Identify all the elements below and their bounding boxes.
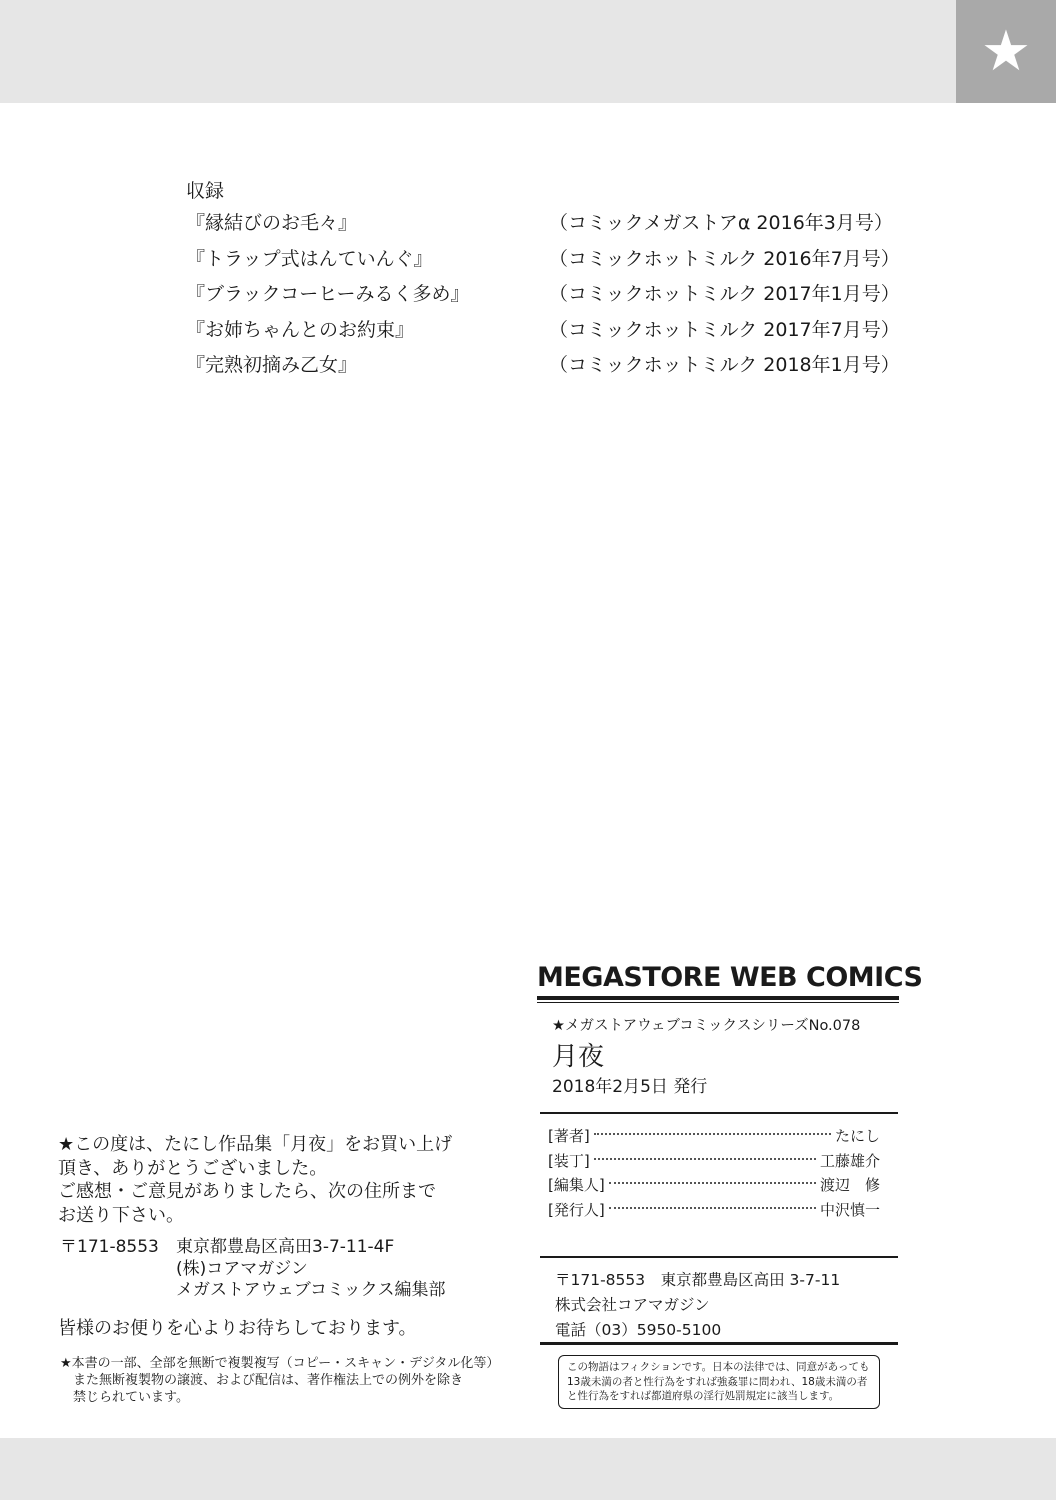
credit-role: [装丁] [548,1151,590,1170]
thanks-message [58,1133,452,1227]
thanks-line: お送り下さい。 [58,1204,184,1226]
bottom-band [0,1438,1056,1500]
divider [540,1342,898,1345]
credit-name: 渡辺 修 [819,1176,880,1194]
dotted-leader [594,1133,831,1135]
credit-row [548,1173,880,1198]
brand-block [537,960,923,1003]
contents-item [186,348,906,384]
contents-item [186,313,906,349]
credit-name: たにし [834,1127,880,1145]
credit-role: [発行人] [548,1200,605,1219]
contents-list [186,176,906,384]
publisher-phone: 電話（03）5950-5100 [555,1321,722,1339]
credit-row [548,1124,880,1149]
brand-rule-thin [537,1002,899,1003]
top-band [0,0,956,103]
address-row [60,1237,445,1259]
publication-date: 2018年2月5日 発行 [552,1077,708,1097]
address-line: メガストアウェブコミックス編集部 [176,1280,446,1300]
credit-role: [編集人] [548,1176,605,1194]
work-title: 『完熟初摘み乙女』 [186,354,358,376]
copyright-line: 禁じられています。 [60,1390,189,1405]
contents-item [186,206,906,242]
publisher-address: 〒171-8553 東京都豊島区高田 3-7-11 [555,1271,841,1289]
closing-message: 皆様のお便りを心よりお待ちしております。 [58,1318,417,1339]
work-source: （コミックホットミルク 2016年7月号） [549,247,900,270]
work-title: 『お姉ちゃんとのお約束』 [186,318,415,341]
fiction-notice [558,1355,880,1409]
copyright-line: また無断複製物の譲渡、および配信は、著作権法上での例外を除き [60,1373,464,1388]
contents-item [186,277,906,313]
dotted-leader [594,1158,816,1160]
contents-heading: 収録 [186,180,225,202]
address-row [60,1280,445,1302]
work-source: （コミックホットミルク 2018年1月号） [549,354,900,376]
notice-line: 13歳未満の者と性行為をすれば強姦罪に問われ、18歳未満の者 [567,1375,868,1388]
brand-rule [537,996,899,1000]
credit-row [548,1149,880,1174]
postal-code: 〒171-8553 [60,1237,159,1257]
divider [540,1256,898,1258]
publisher-info [555,1268,840,1343]
series-label: ★メガストアウェブコミックスシリーズNo.078 [552,1018,861,1034]
address-line: (株)コアマガジン [176,1258,308,1279]
publisher-company: 株式会社コアマガジン [555,1296,710,1314]
star-icon: ★ [980,18,1032,84]
copyright-line: ★本書の一部、全部を無断で複製複写（コピー・スキャン・デジタル化等） [60,1356,500,1371]
credit-row [548,1198,880,1223]
brand-title: MEGASTORE WEB COMICS [537,962,923,993]
mail-address [60,1237,445,1302]
work-title: 『縁結びのお毛々』 [186,212,358,234]
copyright-notice [60,1355,499,1406]
work-source: （コミックメガストアα 2016年3月号） [549,212,893,234]
address-row [60,1259,445,1281]
thanks-line: 頂き、ありがとうございました。 [58,1157,328,1179]
address-line: 東京都豊島区高田3-7-11-4F [176,1237,395,1257]
book-title: 月夜 [552,1042,605,1072]
credit-name: 工藤雄介 [819,1151,880,1170]
thanks-line: ★この度は、たにし作品集「月夜」をお買い上げ [58,1134,453,1155]
dotted-leader [609,1182,816,1184]
work-source: （コミックホットミルク 2017年7月号） [549,318,900,341]
thanks-line: ご感想・ご意見がありましたら、次の住所まで [58,1181,436,1202]
credit-name: 中沢慎一 [819,1200,880,1219]
credits-list [548,1124,880,1222]
work-title: 『ブラックコーヒーみるく多め』 [186,283,470,305]
notice-line: この物語はフィクションです。日本の法律では、同意があっても [567,1361,870,1373]
notice-line: と性行為をすれば都道府県の淫行処罰規定に該当します。 [567,1390,840,1402]
corner-star-box [956,0,1056,103]
contents-item [186,242,906,278]
dotted-leader [609,1207,816,1209]
credit-role: [著者] [548,1127,590,1145]
work-source: （コミックホットミルク 2017年1月号） [549,283,900,305]
work-title: 『トラップ式はんていんぐ』 [186,247,433,270]
divider [540,1112,898,1114]
